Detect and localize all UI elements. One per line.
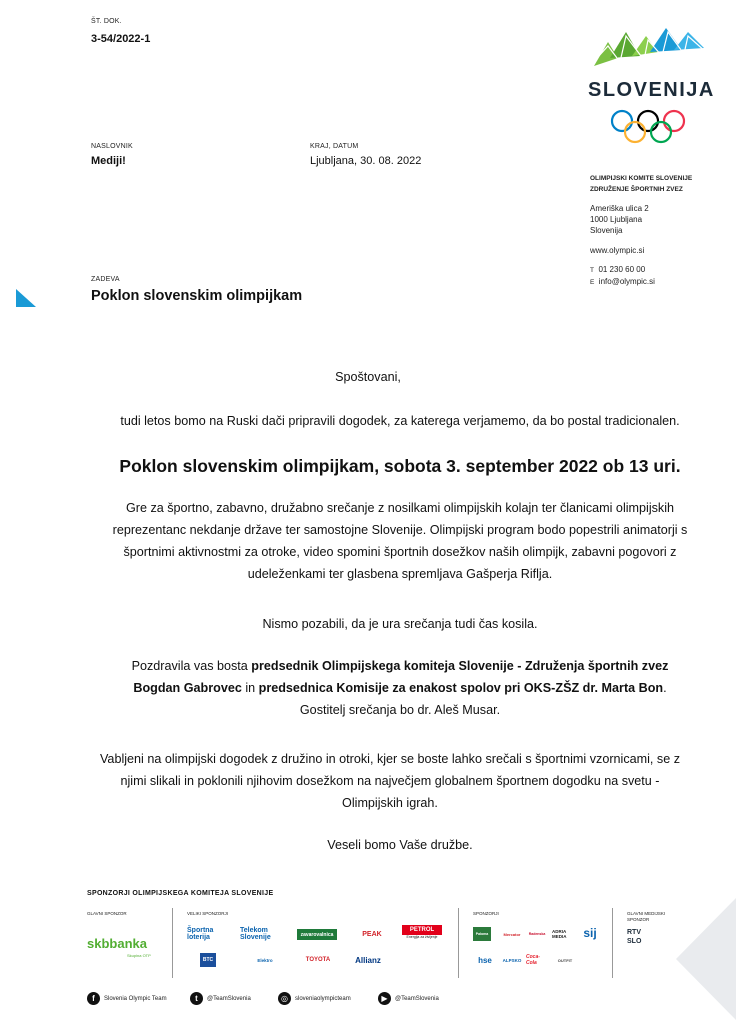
phone-prefix: T — [590, 267, 594, 274]
speakers-paragraph — [60, 655, 736, 721]
text-line: športnimi aktivnostmi za otroke, video spomini športnih dosežkov naših olimpijk, zabavni pogovori z — [123, 545, 677, 559]
skbbanka-text: skbbanka — [87, 936, 147, 951]
sponsors-heading: SPONZORJI OLIMPIJSKEGA KOMITEJA SLOVENIJE — [87, 890, 274, 897]
sponsor-logo: Coca-Cola — [526, 954, 540, 966]
sponsor-logo: Elektro — [257, 957, 273, 963]
closing: Veseli bomo Vaše družbe. — [327, 838, 473, 852]
text-run: Pozdravila vas bosta — [131, 659, 252, 673]
sponsor-logo: ADRIA MEDIA — [552, 929, 567, 939]
rtv-slo-logo: RTV SLO — [627, 929, 642, 945]
sponsor-logo: ALPSKO — [502, 957, 522, 963]
text-run: in — [241, 681, 259, 695]
text-line: reprezentanc nekdanje države ter samostojne Slovenije. Olimpijski program bodo popestrili animatorji s — [112, 523, 688, 537]
media-sponsor-label: GLAVNI MEDIJSKI SPONZOR — [627, 911, 666, 922]
social-twitter[interactable] — [190, 992, 251, 1005]
org-web[interactable]: www.olympic.si — [590, 246, 645, 255]
subject: Poklon slovenskim olimpijkam — [91, 288, 303, 304]
petrol-text: PETROL — [402, 925, 442, 935]
president-name: Bogdan Gabrovec — [133, 681, 242, 695]
doc-number-label: ŠT. DOK. — [91, 18, 122, 25]
decorative-corner-icon — [676, 898, 736, 1020]
recipient-label: NASLOVNIK — [91, 143, 133, 150]
org-email[interactable] — [590, 277, 730, 286]
sponsor-logo: BTC — [200, 953, 216, 967]
text-line: Olimpijskih igrah. — [342, 796, 438, 810]
email-address: info@olympic.si — [598, 277, 655, 286]
text-line — [60, 677, 736, 699]
president-title: predsednik Olimpijskega komiteja Slovenije - Združenja športnih zvez — [251, 659, 669, 673]
instagram-icon: ◎ — [278, 992, 291, 1005]
divider — [612, 908, 613, 978]
commission-chair: predsednica Komisije za enakost spolov pri OKS-ZŠZ dr. Marta Bon — [258, 681, 664, 695]
org-address — [590, 203, 730, 236]
youtube-icon: ▶ — [378, 992, 391, 1005]
org-phone — [590, 265, 730, 274]
text-run: . — [663, 681, 667, 695]
host-line: Gostitelj srečanja bo dr. Aleš Musar. — [299, 703, 501, 717]
skbbanka-logo — [87, 935, 151, 958]
petrol-slogan: Energija za življenje — [406, 935, 438, 939]
twitter-icon: t — [190, 992, 203, 1005]
recipient: Mediji! — [91, 155, 126, 167]
skbbanka-sub: Skupina OTP — [127, 953, 151, 958]
org-block — [590, 175, 730, 286]
sponsor-logo: PEAK — [362, 930, 382, 938]
address-line: 1000 Ljubljana — [590, 215, 643, 224]
decorative-triangle-icon — [16, 289, 36, 307]
social-instagram[interactable] — [278, 992, 351, 1005]
slovenia-mountain-icon — [588, 22, 708, 70]
sponsor-logo: Telekom Slovenije — [240, 927, 271, 941]
intro-paragraph: tudi letos bomo na Ruski dači pripravili dogodek, za katerega verjamemo, da bo postal tradicionalen. — [120, 414, 680, 428]
slovenia-wordmark: SLOVENIJA — [588, 79, 715, 101]
sponsors-label: SPONZORJI — [473, 911, 499, 916]
major-sponsors-label: VELIKI SPONZORJI — [187, 911, 229, 916]
text-line — [60, 655, 736, 677]
general-sponsor-label: GLAVNI SPONZOR — [87, 911, 127, 916]
invitation-paragraph — [40, 748, 736, 814]
org-name-line2: ZDRUŽENJE ŠPORTNIH ZVEZ — [590, 186, 683, 193]
place-date: Ljubljana, 30. 08. 2022 — [310, 155, 422, 167]
org-name-line1: OLIMPIJSKI KOMITE SLOVENIJE — [590, 175, 693, 182]
divider — [458, 908, 459, 978]
sponsor-logo: Paloma — [473, 927, 491, 941]
olympic-rings-icon — [610, 108, 690, 146]
event-headline: Poklon slovenskim olimpijkam, sobota 3. september 2022 ob 13 uri. — [119, 456, 681, 476]
social-youtube[interactable] — [378, 992, 439, 1005]
social-label: Slovenia Olympic Team — [104, 995, 167, 1002]
social-label: sloveniaolympicteam — [295, 995, 351, 1002]
sponsor-logo: Allianz — [355, 955, 381, 965]
text-line: njimi slikali in poklonili njihovim dosežkom na največjem globalnem športnem dogodku na svetu - — [120, 774, 660, 788]
doc-number: 3-54/2022-1 — [91, 33, 151, 45]
sponsor-logo: hse — [478, 955, 492, 965]
text-line: Vabljeni na olimpijski dogodek z družino in otroki, kjer se boste lahko srečali s športnimi vzornicami, se z — [99, 752, 681, 766]
social-label: @TeamSlovenia — [395, 995, 439, 1002]
text-line: udeleženkami ter glasbena spremljava Gašperja Riflja. — [247, 567, 553, 581]
sponsor-logo: OUTFIT — [557, 957, 573, 963]
subject-label: ZADEVA — [91, 276, 120, 283]
place-date-label: KRAJ, DATUM — [310, 143, 359, 150]
petrol-logo — [402, 925, 442, 939]
social-facebook[interactable] — [87, 992, 167, 1005]
email-prefix: E — [590, 279, 595, 286]
lunch-paragraph: Nismo pozabili, da je ura srečanja tudi čas kosila. — [262, 617, 538, 631]
greeting: Spoštovani, — [335, 370, 401, 384]
phone-number: 01 230 60 00 — [598, 265, 646, 274]
slovenia-logo — [588, 22, 714, 102]
sponsor-logo: TOYOTA — [305, 957, 331, 963]
sponsor-logo: Športna loterija — [187, 927, 214, 941]
sponsor-logo: sij — [583, 926, 597, 940]
description-paragraph — [60, 497, 736, 585]
divider — [172, 908, 173, 978]
text-line: Gre za športno, zabavno, družabno srečanje z nosilkami olimpijskih kolajn ter članicami olimpijskih — [125, 501, 675, 515]
sponsor-logo: Radenska — [528, 932, 546, 936]
address-line: Ameriška ulica 2 — [590, 204, 649, 213]
facebook-icon: f — [87, 992, 100, 1005]
sponsor-logo: Mercator — [503, 931, 521, 937]
address-line: Slovenija — [590, 226, 623, 235]
sponsor-logo: zavarovalnica — [297, 929, 337, 940]
social-label: @TeamSlovenia — [207, 995, 251, 1002]
